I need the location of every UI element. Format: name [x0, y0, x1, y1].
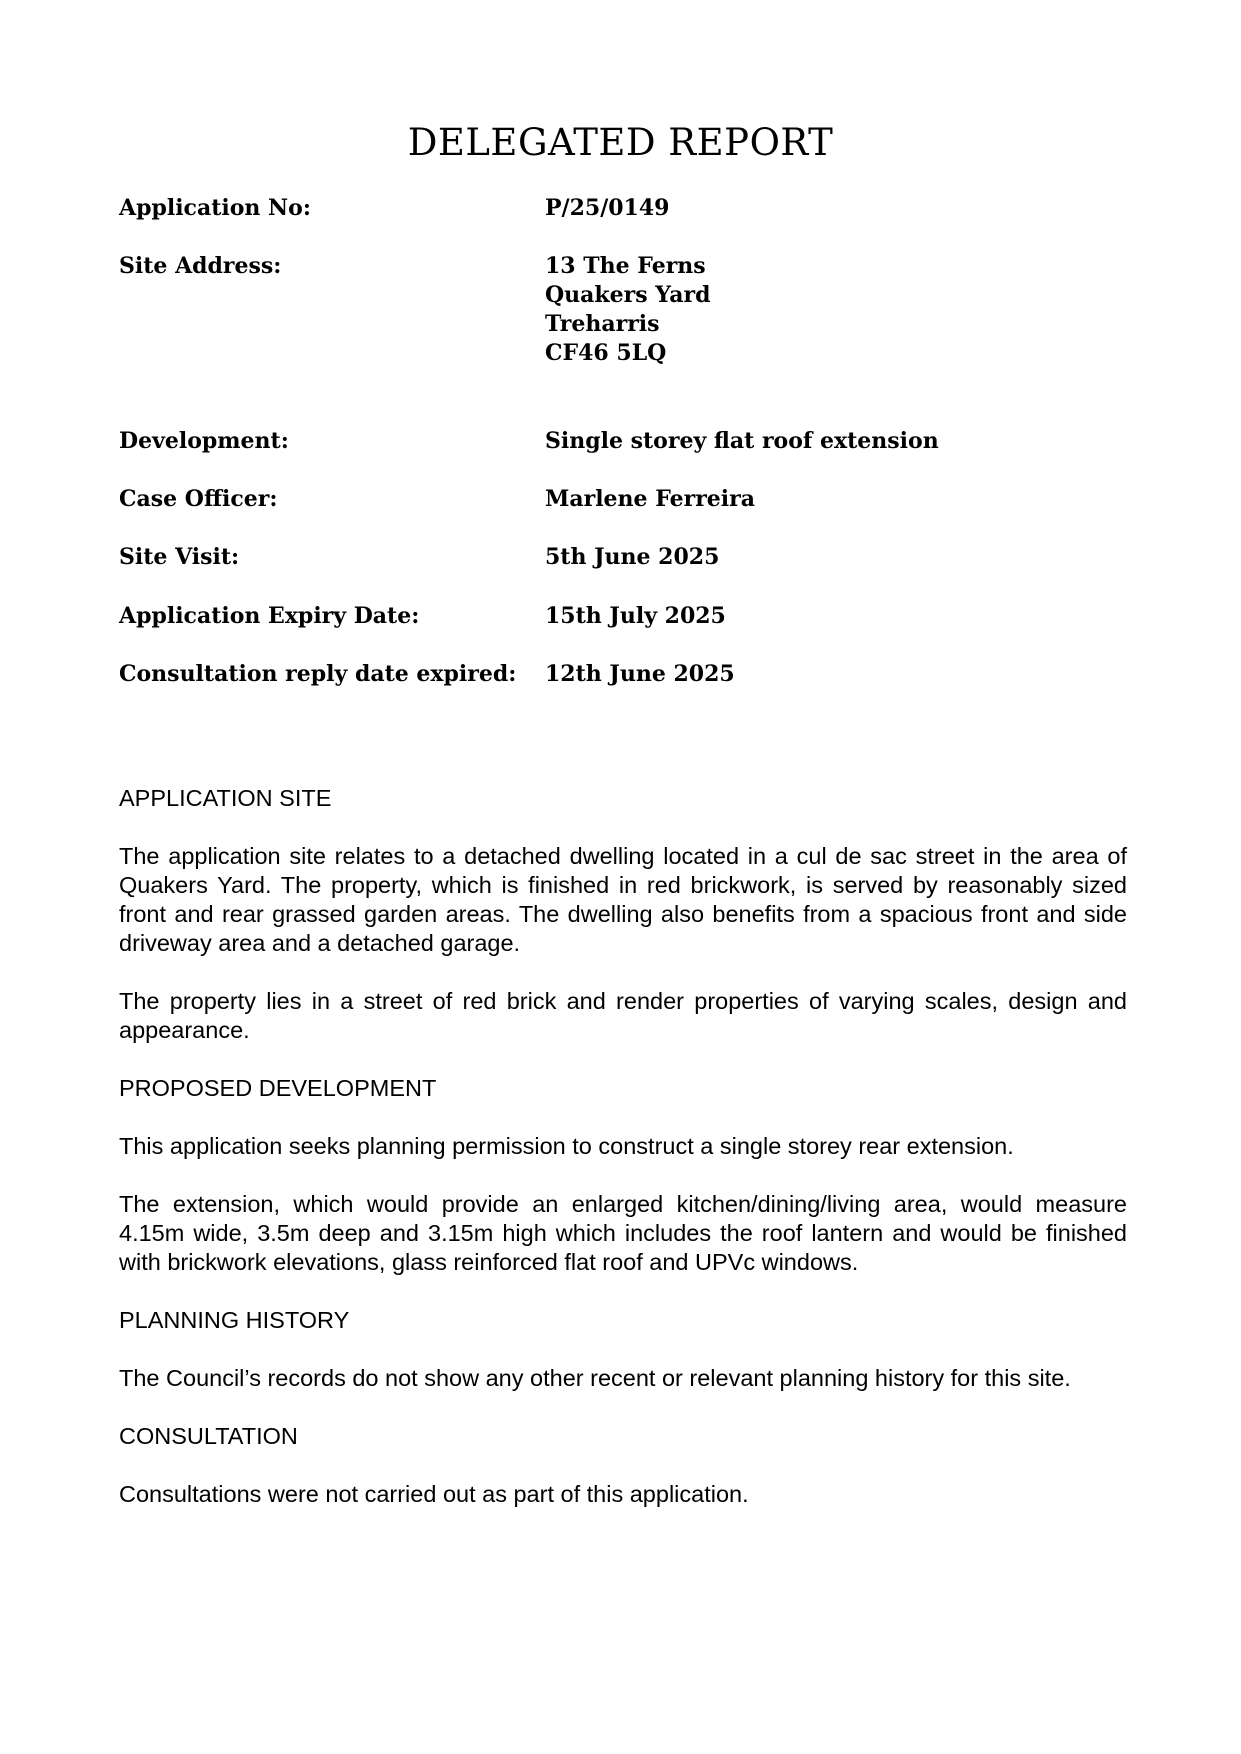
detail-label: Site Visit: [119, 544, 240, 570]
paragraph: The Council’s records do not show any other recent or relevant planning history for this site. [119, 1365, 1071, 1391]
detail-label: Development: [119, 428, 289, 454]
paragraph: The extension, which would provide an enlarged kitchen/dining/living area, would measure 4.15m wide, 3.5m deep and 3.15m high which includes the roof lantern and would be finished with brickwork elevations, glass reinforced flat roof and UPVc windows. [119, 1191, 1127, 1275]
address-line: Quakers Yard [545, 282, 711, 308]
paragraph: The property lies in a street of red brick and render properties of varying scales, design and appearance. [119, 988, 1127, 1043]
section-heading-planning-history: PLANNING HISTORY [119, 1307, 350, 1333]
address-line: Treharris [545, 311, 660, 337]
detail-value: 12th June 2025 [545, 661, 735, 687]
section-heading-application-site: APPLICATION SITE [119, 785, 332, 811]
detail-label: Case Officer: [119, 486, 278, 512]
section-heading-proposed-development: PROPOSED DEVELOPMENT [119, 1075, 437, 1101]
detail-value: Marlene Ferreira [545, 486, 755, 512]
paragraph: The application site relates to a detached dwelling located in a cul de sac street in the area of Quakers Yard. The property, which is finished in red brickwork, is served by reasonably sized front and rear grassed garden areas. The dwelling also benefits from a spacious front and side driveway area and a detached garage. [119, 843, 1127, 956]
address-line: 13 The Ferns [545, 253, 706, 279]
site-address-lines [545, 252, 1125, 368]
detail-label: Application No: [119, 195, 311, 221]
address-line: CF46 5LQ [545, 340, 667, 366]
paragraph: Consultations were not carried out as part of this application. [119, 1481, 749, 1507]
detail-value: P/25/0149 [545, 195, 670, 221]
paragraph: This application seeks planning permission to construct a single storey rear extension. [119, 1133, 1014, 1159]
detail-label: Application Expiry Date: [119, 603, 420, 629]
detail-label: Consultation reply date expired: [119, 661, 517, 687]
detail-value: 15th July 2025 [545, 603, 726, 629]
section-heading-consultation: CONSULTATION [119, 1423, 298, 1449]
detail-value: 5th June 2025 [545, 544, 720, 570]
detail-value: Single storey flat roof extension [545, 428, 939, 454]
report-title: DELEGATED REPORT [407, 121, 834, 164]
report-body [119, 784, 1127, 1538]
detail-label: Site Address: [119, 253, 282, 279]
